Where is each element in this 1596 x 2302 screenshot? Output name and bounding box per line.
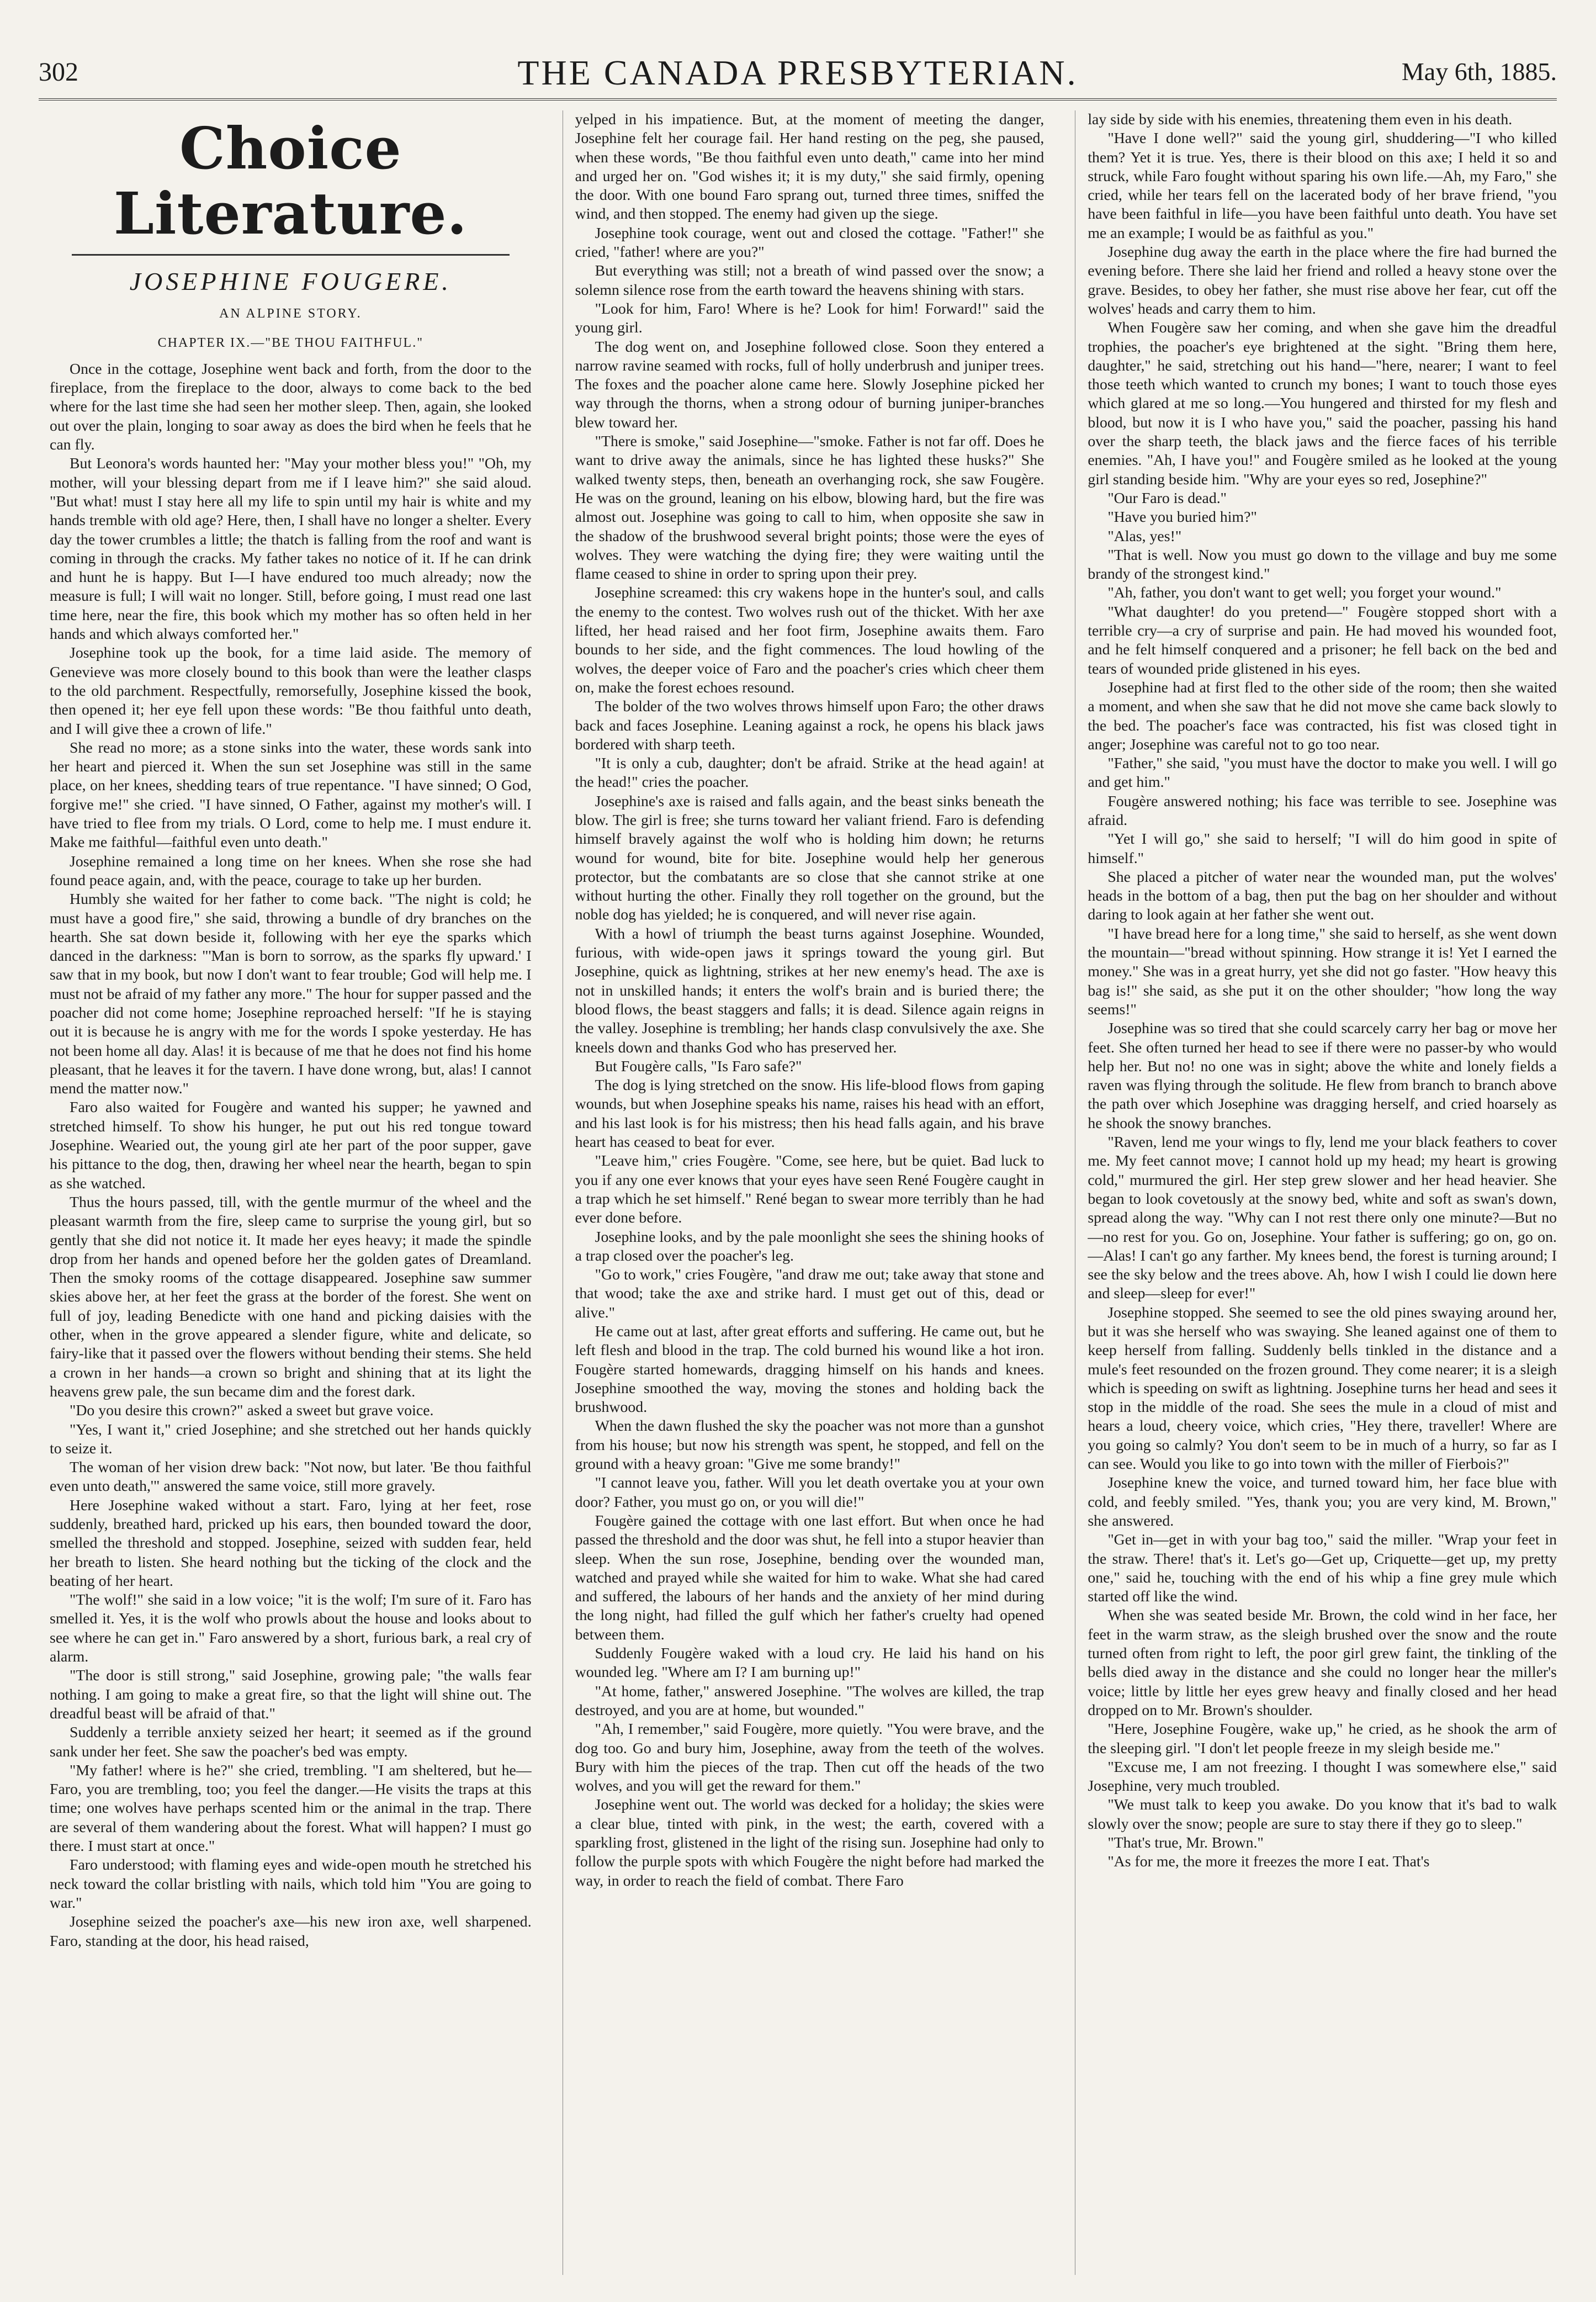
paragraph: Suddenly a terrible anxiety seized her heart; it seemed as if the ground sank under her feet. She saw the poacher's bed was empty. [50, 1724, 532, 1760]
story-subtitle: AN ALPINE STORY. [219, 306, 362, 321]
paragraph: "As for me, the more it freezes the more I eat. That's [1107, 1853, 1430, 1871]
chapter-heading: CHAPTER IX.—"BE THOU FAITHFUL." [157, 335, 424, 350]
paragraph: Josephine's axe is raised and falls again, and the beast sinks beneath the blow. The girl is free; she turns toward her valiant friend. Faro is defending himself bravely against the wolf who is holding him down; he returns wound for wound, bite for bite. Josephine would help her generous protector, but the combatants are so close that she cannot strike at one without hurting the other. Finally they roll together on the ground, but the noble dog has yielded; he is conquered, and will never rise again. [575, 792, 1044, 924]
paragraph: Josephine was so tired that she could scarcely carry her bag or move her feet. She often turned her head to see if there were no passer-by who would help her. But no! no one was in sight; above the white and lonely fields a raven was flying through the solitude. He flew from branch to branch above the path over which Josephine was dragging herself, and cried hoarsely as he shook the snowy branches. [1088, 1020, 1557, 1132]
paragraph: lay side by side with his enemies, threatening them even in his death. [1088, 111, 1513, 128]
paragraph: "The wolf!" she said in a low voice; "it is the wolf; I'm sure of it. Faro has smelled it. Yes, it is the wolf who prowls about the house and looks about to see where he can get in." Faro answered by a short, furious bark, a real cry of alarm. [50, 1591, 532, 1666]
paragraph: Suddenly Fougère waked with a loud cry. He laid his hand on his wounded leg. "Where am I? I am burning up!" [575, 1645, 1044, 1681]
paragraph: She read no more; as a stone sinks into the water, these words sank into her heart and pierced it. When the sun set Josephine was still in the same place, on her knees, shedding tears of true repentance. "I have sinned; O God, forgive me!" she cried. "I have sinned, O Father, against my mother's will. I have tried to flee from my trials. O Lord, come to help me. I must endure it. Make me faithful—faithful even unto death." [50, 739, 532, 851]
paragraph: Josephine looks, and by the pale moonlight she sees the shining hooks of a trap closed over the poacher's leg. [575, 1228, 1044, 1264]
article-columns [50, 110, 1557, 2275]
paragraph: Humbly she waited for her father to come back. "The night is cold; he must have a good fire," she said, throwing a bundle of dry branches on the hearth. She sat down beside it, following with her eye the sparks which danced in the darkness: "'Man is born to sorrow, as the sparks fly upward.' I saw that in my book, but now I don't want to fear trouble; God will help me. I must not be afraid of my father any more." The hour for supper passed and the poacher did not come home; Josephine reproached herself: "If he is staying out it is because he is angry with me for the words I spoke yesterday. He has not been home all day. Alas! it is because of me that he does not find his home pleasant, that he leaves it for the tavern. I have done wrong, but, alas! I cannot mend the matter now." [50, 891, 532, 1098]
paragraph: "Ah, I remember," said Fougère, more quietly. "You were brave, and the dog too. Go and bury him, Josephine, away from the teeth of the wolves. Bury with him the pieces of the trap. Then cut off the heads of the two wolves, and you will get the reward for them." [575, 1721, 1044, 1795]
paragraph: "Look for him, Faro! Where is he? Look for him! Forward!" said the young girl. [575, 300, 1044, 337]
paragraph: "My father! where is he?" she cried, trembling. "I am sheltered, but he—Faro, you are trembling, too; you feel the danger.—He visits the traps at this time; one wolves have perhaps scented him or the animal in the trap. There are several of them wandering about the forest. What will happen? I must go there. I must start at once." [50, 1761, 532, 1855]
section-heading: Choice Literature. [113, 114, 468, 247]
paragraph: "That's true, Mr. Brown." [1107, 1834, 1264, 1852]
paragraph: Faro also waited for Fougère and wanted his supper; he yawned and stretched himself. To show his hunger, he put out his red tongue toward Josephine. Wearied out, the young girl ate her part of the poor supper, gave his pittance to the dog, then, drawing her wheel near the hearth, began to spin as she watched. [50, 1099, 532, 1192]
paragraph: Josephine screamed: this cry wakens hope in the hunter's soul, and calls the enemy to the contest. Two wolves rush out of the thicket. With her axe lifted, her head raised and her foot firm, Josephine awaits them. Faro bounds to her side, and the fight commences. The loud howling of the wolves, the deeper voice of Faro and the poacher's cries which cheer them on, make the forest echoes resound. [575, 584, 1044, 696]
paragraph: "There is smoke," said Josephine—"smoke. Father is not far off. Does he want to drive away the animals, since he has lighted these husks?" She walked twenty steps, then, beneath an overhanging rock, she saw Fougère. He was on the ground, leaning on his elbow, blowing hard, but the fire was almost out. Josephine was going to call to him, when opposite she saw in the shadow of the brushwood several bright points; those were the eyes of wolves. They were watching the dying fire; they were waiting until the flame ceased to shine in order to spring upon their prey. [575, 433, 1044, 583]
paragraph: "Father," she said, "you must have the doctor to make you well. I will go and get him." [1088, 755, 1557, 791]
paragraph: "That is well. Now you must go down to the village and buy me some brandy of the strongest kind." [1088, 546, 1557, 583]
paragraph: Here Josephine waked without a start. Faro, lying at her feet, rose suddenly, breathed hard, pricked up his ears, then bounded toward the door, smelled the threshold and stopped. Josephine, seized with sudden fear, held her breath to listen. She heard nothing but the ticking of the clock and the beating of her heart. [50, 1496, 532, 1590]
paragraph: "Have you buried him?" [1107, 509, 1257, 526]
paragraph: Josephine stopped. She seemed to see the old pines swaying around her, but it was she herself who was swaying. She leaned against one of them to keep herself from falling. Suddenly bells tinkled in the distance and a mule's feet resounded on the frozen ground. They come nearer; it is a sleigh which is speeding on swift as lightning. Josephine turns her head and sees it stop in the middle of the road. She sees the mule in a cloud of mist and hears a loud, cheery voice, which cries, "Hey there, traveller! Where are you going so calmly? You don't seem to be in much of a hurry, so far as I can see. Would you like to go into town with the miller of Fierbois?" [1088, 1304, 1557, 1473]
paragraph: When the dawn flushed the sky the poacher was not more than a gunshot from his house; but now his strength was spent, he stopped, and fell on the ground with a heavy groan: "Give me some brandy!" [575, 1417, 1044, 1473]
paragraph: "Have I done well?" said the young girl, shuddering—"I who killed them? Yet it is true. Yes, there is their blood on this axe; I held it so and struck, while Faro fought without sparing his own life.—Ah, my Faro," she cried, while her tears fell on the lacerated body of her brave friend, "you have been faithful in life—you have been faithful unto death. You have set me an example; I would be as faithful as you." [1088, 130, 1557, 242]
section-rule [72, 254, 510, 256]
column-3-body [1088, 110, 1557, 1872]
issue-date: May 6th, 1885. [1401, 57, 1557, 86]
paragraph: The bolder of the two wolves throws himself upon Faro; the other draws back and faces Josephine. Leaning against a rock, he opens his black jaws bordered with sharp teeth. [575, 698, 1044, 753]
paragraph: Josephine remained a long time on her knees. When she rose she had found peace again, and, with the peace, courage to take up her burden. [50, 853, 532, 889]
paragraph: But Leonora's words haunted her: "May your mother bless you!" "Oh, my mother, will your blessing depart from me if I leave him?" she said aloud. "But what! must I stay here all my life to spin until my hair is white and my hands tremble with old age? Here, then, I shall have no longer a shelter. Every day the tower crumbles a little; the thatch is falling from the roof and want is coming in through the cracks. My father takes no notice of it. If he can drink and hunt he is happy. But I—I have endured too much already; now the measure is full; I will wait no longer. Still, before going, I must read one last time here, near the fire, this book which my mother has so often held in her hands and which always comforted her." [50, 455, 532, 643]
paragraph: She placed a pitcher of water near the wounded man, put the wolves' heads in the bottom of a bag, then put the bag on her shoulder and without daring to look again at her father she went out. [1088, 868, 1557, 924]
paragraph: Faro understood; with flaming eyes and wide-open mouth he stretched his neck toward the collar bristling with nails, which told him "You are going to war." [50, 1856, 532, 1912]
paragraph: He came out at last, after great efforts and suffering. He came out, but he left flesh and blood in the trap. The cold burned his wound like a hot iron. Fougère started homewards, dragging himself on his hands and knees. Josephine smoothed the way, moving the stones and holding back the brushwood. [575, 1323, 1044, 1416]
paragraph: When she was seated beside Mr. Brown, the cold wind in her face, her feet in the warm straw, as the sleigh brushed over the snow and the route turned often from right to left, the poor girl grew faint, the tinkling of the bells died away in the distance and she could no longer hear the miller's voice; little by little her eyes grew heavy and finally closed and her head dropped on to Mr. Brown's shoulder. [1088, 1607, 1557, 1719]
paragraph: Josephine knew the voice, and turned toward him, her face blue with cold, and feebly smiled. "Yes, thank you; you are very kind, M. Brown," she answered. [1088, 1474, 1557, 1530]
column-2-body [575, 110, 1044, 1891]
paragraph: Fougère answered nothing; his face was terrible to see. Josephine was afraid. [1088, 792, 1557, 829]
paragraph: But Fougère calls, "Is Faro safe?" [595, 1057, 802, 1075]
paragraph: "Alas, yes!" [1107, 527, 1182, 545]
paragraph: "The door is still strong," said Josephine, growing pale; "the walls fear nothing. I am going to make a great fire, so that the light will shine out. The dreadful beast will be afraid of that." [50, 1667, 532, 1722]
paragraph: Thus the hours passed, till, with the gentle murmur of the wheel and the pleasant warmth from the fire, sleep came to surprise the young girl, but so gently that she did not notice it. It made her eyes heavy; it made the spindle drop from her hands and opened before her the golden gates of Dreamland. Then the smoky rooms of the cottage disappeared. Josephine saw summer skies above her, at her feet the grass at the border of the forest. She went on full of joy, leading Benedicte with one hand and picking daisies with the other, when in the grove appeared a slender figure, white and delicate, so fairy-like that it passed over the flowers without bending their stems. She held a crown in her hands—a crown so bright and shining that at its light the heavens grew pale, the sun became dim and the forest dark. [50, 1193, 532, 1400]
paragraph: "Yet I will go," she said to herself; "I will do him good in spite of himself." [1088, 830, 1557, 867]
column-1-body [50, 360, 532, 1951]
paragraph: "We must talk to keep you awake. Do you know that it's bad to walk slowly over the snow; people are sure to stay there if they go to sleep." [1088, 1796, 1557, 1833]
paragraph: The woman of her vision drew back: "Not now, but later. 'Be thou faithful even unto death,'" answered the same voice, still more gravely. [50, 1459, 532, 1495]
paragraph: "Our Faro is dead." [1107, 489, 1227, 507]
column-2 [563, 110, 1044, 2275]
paragraph: "Excuse me, I am not freezing. I thought I was somewhere else," said Josephine, very much troubled. [1088, 1758, 1557, 1795]
paragraph: "Get in—get in with your bag too," said the miller. "Wrap your feet in the straw. There! that's it. Let's go—Get up, Criquette—get up, my pretty one," said he, touching with the end of his whip a fine grey mule which started off like the wind. [1088, 1531, 1557, 1606]
paragraph: "Leave him," cries Fougère. "Come, see here, but be quiet. Bad luck to you if any one ever knows that your eyes have seen René Fougère caught in a trap which he set himself." René began to swear more terribly than he had ever done before. [575, 1152, 1044, 1227]
paragraph: "I cannot leave you, father. Will you let death overtake you at your own door? Father, you must go on, or you will die!" [575, 1474, 1044, 1511]
paragraph: "What daughter! do you pretend—" Fougère stopped short with a terrible cry—a cry of surprise and pain. He had moved his wounded foot, and he felt himself conquered and a prisoner; he fell back on the bed and tears of wounded pride glistened in his eyes. [1088, 603, 1557, 678]
paragraph: "Raven, lend me your wings to fly, lend me your black feathers to cover me. My feet cannot move; I cannot hold up my head; my heart is growing cold," murmured the girl. Her step grew slower and her head heavier. She began to look covetously at the snowy bed, white and soft as swan's down, spread along the way. "Why can I not rest there only one minute?—But no—no rest for you. Go on, Josephine. Your father is suffering; go on, go on.—Alas! I can't go any farther. My knees bend, the forest is turning around; I see the sky below and the trees above. Ah, how I wish I could lie down here and sleep—sleep for ever!" [1088, 1134, 1557, 1303]
paragraph: Josephine seized the poacher's axe—his new iron axe, well sharpened. Faro, standing at the door, his head raised, [50, 1913, 532, 1950]
paragraph: yelped in his impatience. But, at the moment of meeting the danger, Josephine felt her courage fail. Her hand resting on the peg, she paused, when these words, "Be thou faithful even unto death," came into her mind and urged her on. "God wishes it; it is my duty," she said firmly, opening the door. With one bound Faro sprang out, turned three times, sniffed the wind, and then stopped. The enemy had given up the siege. [575, 111, 1044, 223]
paragraph: Josephine went out. The world was decked for a holiday; the skies were a clear blue, tinted with pink, in the west; the earth, covered with a sparkling frost, glistened in the light of the rising sun. Josephine had only to follow the purple spots with which Fougère the night before had marked the way, in order to reach the field of combat. There Faro [575, 1796, 1044, 1890]
paragraph: "Yes, I want it," cried Josephine; and she stretched out her hands quickly to seize it. [50, 1421, 532, 1457]
paragraph: Josephine took courage, went out and closed the cottage. "Father!" she cried, "father! where are you?" [575, 224, 1044, 261]
paragraph: "Do you desire this crown?" asked a sweet but grave voice. [70, 1402, 434, 1420]
paragraph: "Ah, father, you don't want to get well; you forget your wound." [1107, 584, 1502, 602]
paragraph: But everything was still; not a breath of wind passed over the snow; a solemn silence rose from the earth toward the heavens shining with stars. [575, 262, 1044, 299]
paragraph: Fougère gained the cottage with one last effort. But when once he had passed the threshold and the door was shut, he fell into a stupor heavier than sleep. When the sun rose, Josephine, bending over the wounded man, watched and prayed while she waited for him to wake. What she had cared and suffered, the labours of her hands and the anxiety of her mind during the long night, had filled the gulf which her father's cruelty had opened between them. [575, 1512, 1044, 1643]
page-number: 302 [39, 57, 78, 87]
paragraph: "Here, Josephine Fougère, wake up," he cried, as he shook the arm of the sleeping girl. "I don't let people freeze in my sleigh beside me." [1088, 1721, 1557, 1757]
paragraph: Josephine took up the book, for a time laid aside. The memory of Genevieve was more closely bound to this book than were the leather clasps to the old parchment. Respectfully, remorsefully, Josephine kissed the book, then opened it; her eye fell upon these words: "Be thou faithful unto death, and I will give thee a crown of life." [50, 644, 532, 738]
column-3 [1075, 110, 1557, 2275]
header-rule [39, 98, 1557, 100]
page-header [39, 52, 1557, 97]
paragraph: "I have bread here for a long time," she said to herself, as she went down the mountain—"bread without spinning. How strange it is! Yet I earned the money." She was in a great hurry, yet she did not go faster. "How heavy this bag is!" she said, as she put it on the other shoulder; "how long the way seems!" [1088, 925, 1557, 1018]
paragraph: The dog is lying stretched on the snow. His life-blood flows from gaping wounds, but when Josephine speaks his name, raises his head with an effort, and his last look is for his mistress; then his head falls again, and his brave heart has ceased to beat for ever. [575, 1077, 1044, 1151]
story-title: JOSEPHINE FOUGERE. [129, 267, 452, 295]
column-1 [50, 110, 532, 2275]
paragraph: With a howl of triumph the beast turns against Josephine. Wounded, furious, with wide-open jaws it springs toward the young girl. But Josephine, quick as lightning, strikes at her new enemy's head. The axe is not in unskilled hands; it enters the wolf's brain and is buried there; the blood flows, the beast staggers and falls; it is dead. Silence again reigns in the valley. Josephine is trembling; her hands clasp convulsively the axe. She kneels down and thanks God who has preserved her. [575, 925, 1044, 1056]
paragraph: Josephine had at first fled to the other side of the room; then she waited a moment, and when she saw that he did not move she came back slowly to the bed. The poacher's face was contracted, his fist was closed tight in anger; Josephine was careful not to go too near. [1088, 679, 1557, 753]
paragraph: Once in the cottage, Josephine went back and forth, from the door to the fireplace, from the fireplace to the door, always to come back to the bed where for the last time she had seen her mother sleep. Then, again, she looked out over the plain, longing to soar away as does the bird when he feels that he can fly. [50, 360, 532, 454]
paragraph: "At home, father," answered Josephine. "The wolves are killed, the trap destroyed, and you are at home, but wounded." [575, 1682, 1044, 1719]
publication-title: THE CANADA PRESBYTERIAN. [517, 53, 1078, 92]
paragraph: Josephine dug away the earth in the place where the fire had burned the evening before. There she laid her friend and rolled a heavy stone over the grave. Besides, to obey her father, she must rise above her fear, cut off the wolves' heads and carry them to him. [1088, 244, 1557, 317]
paragraph: "It is only a cub, daughter; don't be afraid. Strike at the head again! at the head!" cries the poacher. [575, 755, 1044, 791]
paragraph: "Go to work," cries Fougère, "and draw me out; take away that stone and that wood; take the axe and strike hard. I must get out of this, dead or alive." [575, 1266, 1044, 1321]
paragraph: The dog went on, and Josephine followed close. Soon they entered a narrow ravine seamed with rocks, full of holly underbrush and juniper trees. The foxes and the poacher alone came here. Slowly Josephine picked her way through the thorns, when a strong odour of burning juniper-branches blew toward her. [575, 338, 1044, 431]
paragraph: When Fougère saw her coming, and when she gave him the dreadful trophies, the poacher's eye brightened at the sight. "Bring them here, daughter," he said, stretching out his hand—"here, nearer; I want to feel those teeth which wanted to crunch my bones; I want to touch those eyes which glared at me so long.—You hungered and thirsted for my flesh and blood, but now it is I who have you," said the poacher, passing his hand over the sharp teeth, the black jaws and the fierce faces of his terrible enemies. "Ah, I have you!" and Fougère smiled as he looked at the young girl standing beside him. "Why are your eyes so red, Josephine?" [1088, 319, 1557, 488]
